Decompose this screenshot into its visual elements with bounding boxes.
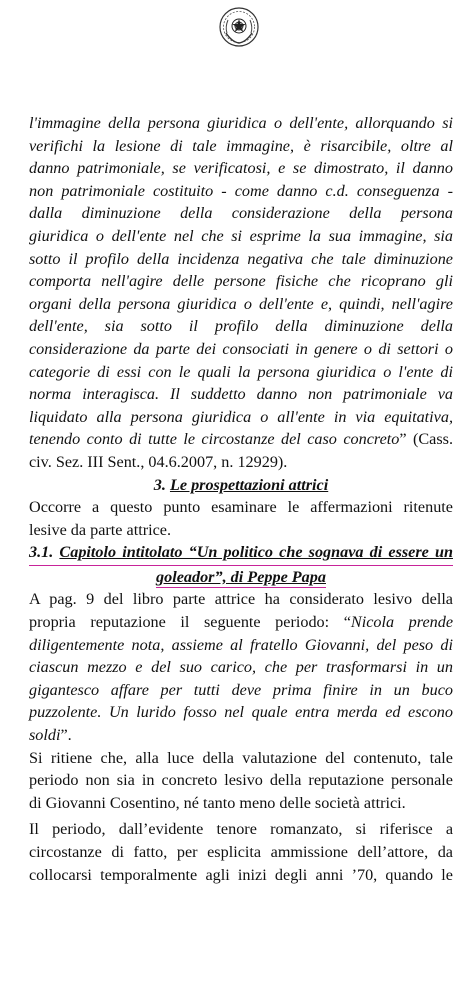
text-line: considerazione da parte dei consociati in genere o di settori o: [29, 339, 453, 358]
subsection-heading-line: goleador”, di Peppe Papa: [156, 567, 326, 586]
paragraph: [29, 588, 453, 746]
text-line: diligentemente nota, assieme al fratello Giovanni, del peso di: [29, 635, 453, 654]
quoted-paragraph: [29, 112, 453, 474]
text-line: ciascun mezzo e del suo carico, che per trasformarsi in un: [29, 658, 453, 677]
section-title: Le prospettazioni attrici: [169, 475, 329, 494]
text-line: giuridica o dell'ente nel che si esprime la sua immagine, sia: [29, 226, 453, 245]
text-line: organi della persona giuridica o dell'ente e, quindi, nell'agire: [29, 294, 453, 313]
subsection-number: 3.1: [29, 543, 50, 562]
citation-line: civ. Sez. III Sent., 04.6.2007, n. 12929).: [29, 452, 288, 471]
subsection-title: Capitolo intitolato “Un politico che sognava di essere un: [59, 543, 453, 562]
text-line: verifichi la lesione di tale immagine, è risarcibile, oltre al: [29, 136, 453, 155]
text-line: puzzolente. Un lurido fosso nel quale entra merda ed escono: [29, 703, 453, 722]
text-line: dell'ente, sia sotto il profilo della diminuzione della: [29, 317, 453, 336]
text-line: collocarsi temporalmente agli inizi degli anni ’70, quando le: [29, 865, 453, 884]
text-line: soldi”.: [29, 726, 72, 745]
text-line: comporta nell'agire delle persone fisiche che ricoprano gli: [29, 272, 453, 291]
text-line: categorie di essi con le quali la persona giuridica o l'ente di: [29, 362, 453, 381]
section-heading: [29, 474, 453, 497]
text-line: Occorre a questo punto esaminare le affermazioni ritenute: [29, 498, 453, 517]
document-body: [29, 112, 453, 886]
text-line: periodo non sia in concreto lesivo della reputazione personale: [29, 771, 453, 790]
italian-republic-emblem-icon: [218, 6, 260, 48]
text-line: lesive da parte attrice.: [29, 520, 172, 539]
paragraph: [29, 818, 453, 886]
text-line: sotto il profilo della incidenza negativa che tale diminuzione: [29, 249, 453, 268]
text-line: di Giovanni Cosentino, né tanto meno delle società attrici.: [29, 793, 406, 812]
subsection-heading-line: 3.1. Capitolo intitolato “Un politico che sognava di essere un: [29, 541, 453, 566]
paragraph: [29, 496, 453, 541]
text-line: l'immagine della persona giuridica o dell'ente, allorquando si: [29, 114, 453, 132]
text-line: Si ritiene che, alla luce della valutazione del contenuto, tale: [29, 748, 453, 767]
text-line: propria reputazione il seguente periodo: “Nicola prende: [29, 613, 453, 632]
text-line: gigantesco affare per tutti deve prima finire in un buco: [29, 680, 453, 699]
subsection-heading: [29, 541, 453, 588]
text-line: circostanze di fatto, per esplicita ammissione dell’attore, da: [29, 843, 453, 861]
text-line: non patrimoniale costituito - come danno c.d. conseguenza -: [29, 181, 453, 200]
text-line: liquidato alla persona giuridica o all'ente in via equitativa,: [29, 407, 453, 426]
text-line: A pag. 9 del libro parte attrice ha considerato lesivo della: [29, 590, 453, 609]
text-line: norma interagisca. Il suddetto danno non patrimoniale va: [29, 385, 453, 404]
text-line: danno patrimoniale, se verificatosi, e se dimostrato, il danno: [29, 159, 453, 178]
section-number: 3.: [153, 475, 166, 494]
paragraph: [29, 747, 453, 815]
text-line: Il periodo, dall’evidente tenore romanzato, si riferisce a: [29, 820, 453, 839]
text-line: dalla diminuzione della considerazione della persona: [29, 204, 453, 223]
text-line: tenendo conto di tutte le circostanze del caso concreto” (Cass.: [29, 430, 453, 449]
